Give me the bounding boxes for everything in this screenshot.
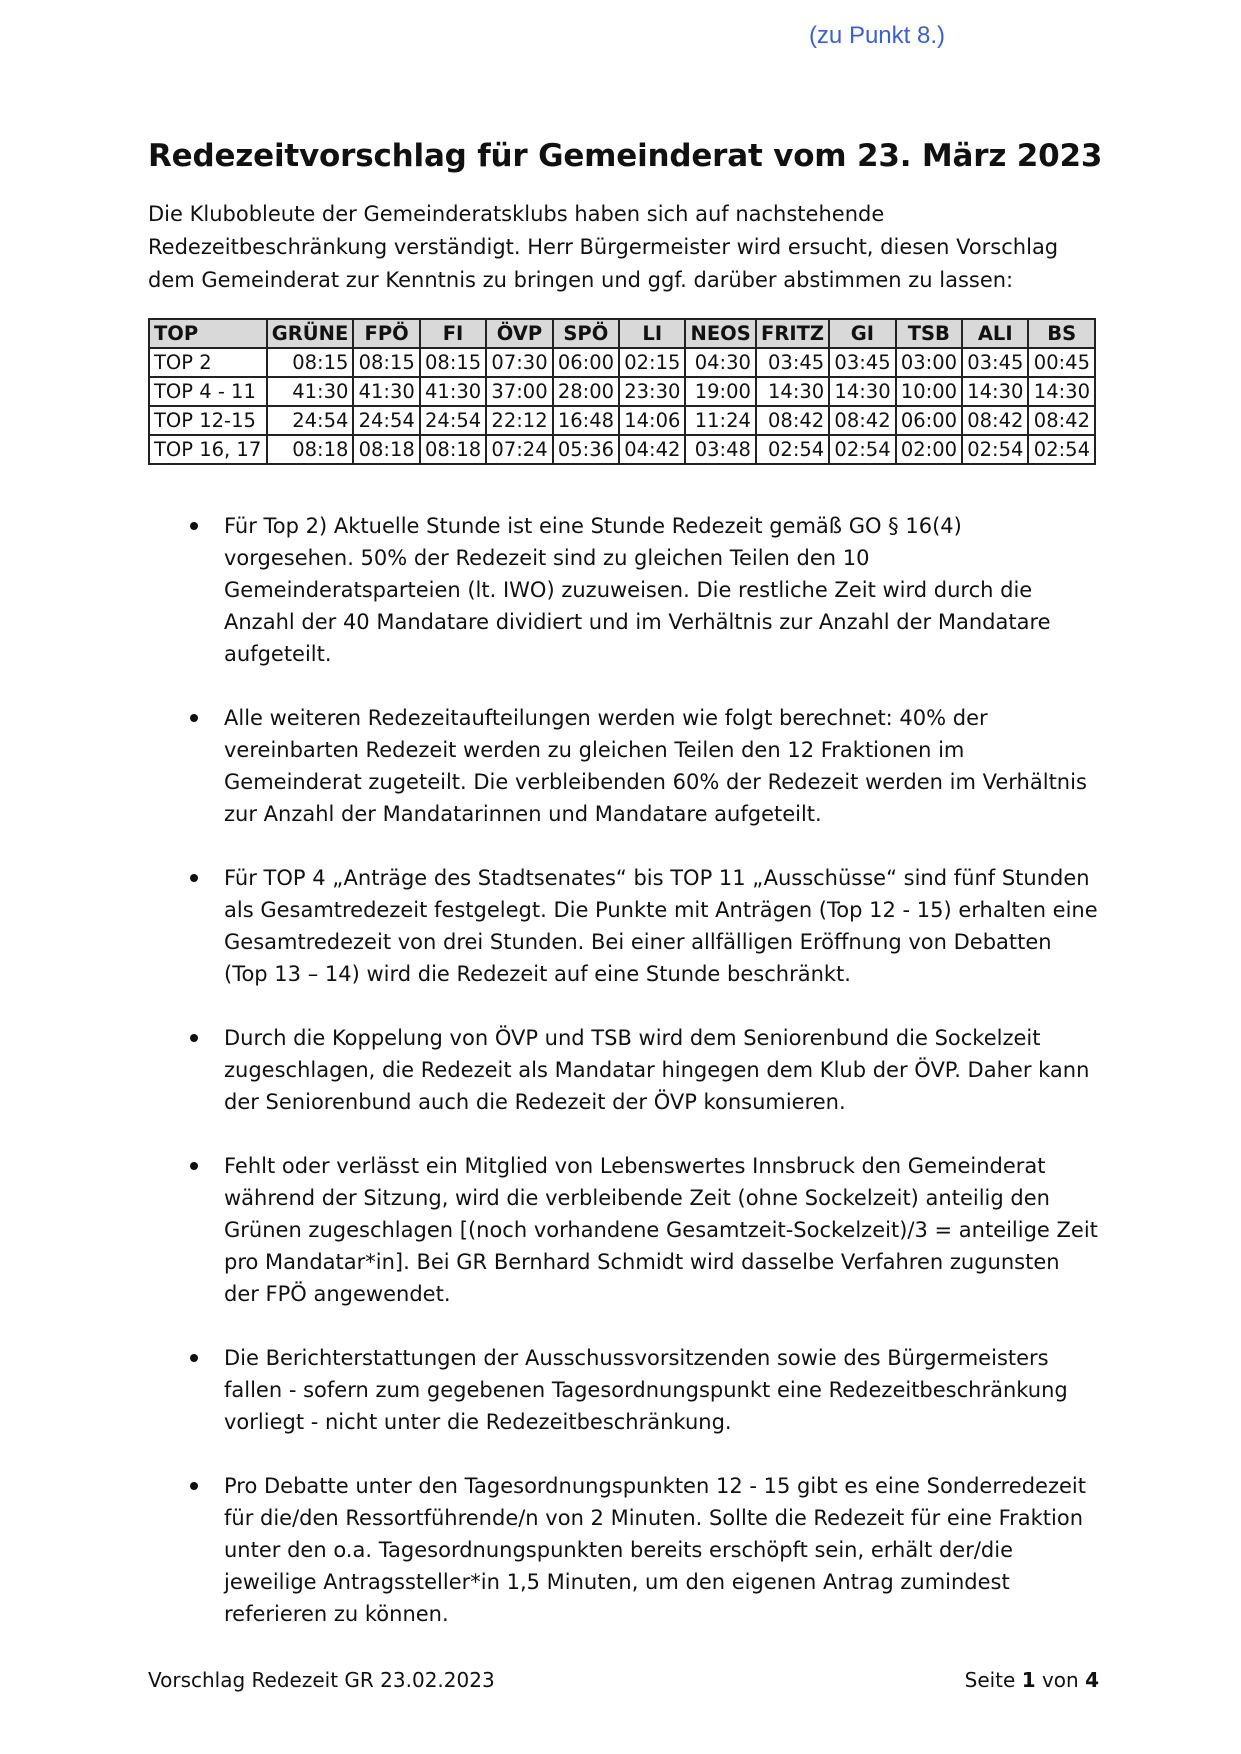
table-cell: 08:18 [267,435,354,464]
table-cell: 19:00 [685,377,755,406]
table-cell: 03:00 [896,348,962,377]
bullet-icon [190,1034,198,1042]
note-text: Alle weiteren Redezeitaufteilungen werden wie folgt berechnet: 40% der vereinbarten Redezeit werden zu gleichen Teilen den 12 Fraktionen im Gemeinderat zugeteilt. Die verbleibenden 60% der Redezeit werden im Verhältnis zur Anzahl der Mandatarinnen und Mandatare aufgeteilt. [224,706,1087,826]
table-cell: 14:30 [962,377,1028,406]
table-cell: 14:30 [829,377,895,406]
table-cell: 03:45 [756,348,829,377]
list-item [148,1470,1098,1630]
table-cell: 05:36 [553,435,619,464]
table-cell: 41:30 [267,377,354,406]
table-cell: 41:30 [420,377,486,406]
table-cell: 03:45 [962,348,1028,377]
column-header: FPÖ [353,319,419,348]
table-cell: 02:15 [619,348,685,377]
agenda-reference: (zu Punkt 8.) [808,22,945,49]
table-cell: 02:54 [756,435,829,464]
bullet-icon [190,1162,198,1170]
row-label: TOP 12-15 [149,406,267,435]
table-cell: 06:00 [896,406,962,435]
table-cell: 02:54 [1028,435,1095,464]
table-cell: 08:42 [1028,406,1095,435]
list-item [148,862,1098,990]
note-text: Fehlt oder verlässt ein Mitglied von Lebenswertes Innsbruck den Gemeinderat während der Sitzung, wird die verbleibende Zeit (ohne Sockelzeit) anteilig den Grünen zugeschlagen [(noch vorhandene Gesamtzeit-Sockelzeit)/3 = anteilige Zeit pro Mandatar*in]. Bei GR Bernhard Schmidt wird dasselbe Verfahren zugunsten der FPÖ angewendet. [224,1154,1098,1306]
table-cell: 08:15 [353,348,419,377]
table-header-row [149,319,1095,348]
table-cell: 08:42 [756,406,829,435]
table-cell: 04:42 [619,435,685,464]
page-total: 4 [1085,1668,1099,1692]
page-current: 1 [1021,1668,1036,1692]
note-text: Für TOP 4 „Anträge des Stadtsenates“ bis TOP 11 „Ausschüsse“ sind fünf Stunden als Gesamtredezeit festgelegt. Die Punkte mit Anträgen (Top 12 - 15) erhalten eine Gesamtredezeit von drei Stunden. Bei einer allfälligen Eröffnung von Debatten (Top 13 – 14) wird die Redezeit auf eine Stunde beschränkt. [224,866,1098,986]
column-header: GRÜNE [267,319,354,348]
table-cell: 24:54 [267,406,354,435]
page-mid: von [1041,1668,1079,1692]
table-cell: 16:48 [553,406,619,435]
column-header: TOP [149,319,267,348]
bullet-icon [190,874,198,882]
table-cell: 14:30 [1028,377,1095,406]
document-title: Redezeitvorschlag für Gemeinderat vom 23. März 2023 [148,138,1103,174]
column-header: LI [619,319,685,348]
bullet-icon [190,714,198,722]
table-cell: 11:24 [685,406,755,435]
column-header: FI [420,319,486,348]
table-cell: 06:00 [553,348,619,377]
table-row [149,377,1095,406]
list-item [148,1022,1098,1118]
table-cell: 07:24 [486,435,552,464]
notes-list [148,510,1098,1662]
row-label: TOP 4 - 11 [149,377,267,406]
table-cell: 08:18 [420,435,486,464]
column-header: BS [1028,319,1095,348]
table-cell: 10:00 [896,377,962,406]
table-row [149,348,1095,377]
list-item [148,702,1098,830]
table-cell: 00:45 [1028,348,1095,377]
table-cell: 08:42 [829,406,895,435]
table-cell: 14:06 [619,406,685,435]
table-cell: 22:12 [486,406,552,435]
column-header: NEOS [685,319,755,348]
table-cell: 08:18 [353,435,419,464]
table-cell: 08:15 [267,348,354,377]
table-cell: 04:30 [685,348,755,377]
bullet-icon [190,1354,198,1362]
note-text: Durch die Koppelung von ÖVP und TSB wird dem Seniorenbund die Sockelzeit zugeschlagen, die Redezeit als Mandatar hingegen dem Klub der ÖVP. Daher kann der Seniorenbund auch die Redezeit der ÖVP konsumieren. [224,1026,1090,1114]
note-text: Für Top 2) Aktuelle Stunde ist eine Stunde Redezeit gemäß GO § 16(4) vorgesehen. 50% der Redezeit sind zu gleichen Teilen den 10 Gemeinderatsparteien (lt. IWO) zuzuweisen. Die restliche Zeit wird durch die Anzahl der 40 Mandatare dividiert und im Verhältnis zur Anzahl der Mandatare aufgeteilt. [224,514,1051,666]
table-cell: 08:42 [962,406,1028,435]
table-cell: 02:54 [829,435,895,464]
row-label: TOP 2 [149,348,267,377]
note-text: Pro Debatte unter den Tagesordnungspunkten 12 - 15 gibt es eine Sonderredezeit für die/den Ressortführende/n von 2 Minuten. Sollte die Redezeit für eine Fraktion unter den o.a. Tagesordnungspunkten bereits erschöpft sein, erhält der/die jeweilige Antragssteller*in 1,5 Minuten, um den eigenen Antrag zumindest referieren zu können. [224,1474,1086,1626]
bullet-icon [190,522,198,530]
column-header: SPÖ [553,319,619,348]
table-cell: 14:30 [756,377,829,406]
column-header: FRITZ [756,319,829,348]
table-cell: 37:00 [486,377,552,406]
column-header: ALI [962,319,1028,348]
column-header: GI [829,319,895,348]
footer-document-name: Vorschlag Redezeit GR 23.02.2023 [148,1668,495,1692]
table-cell: 28:00 [553,377,619,406]
list-item [148,510,1098,670]
speaking-time-table [148,318,1096,465]
list-item [148,1150,1098,1310]
footer-page-number [965,1668,1099,1692]
table-row [149,406,1095,435]
table-cell: 03:45 [829,348,895,377]
table-cell: 08:15 [420,348,486,377]
intro-paragraph: Die Klubobleute der Gemeinderatsklubs haben sich auf nachstehende Redezeitbeschränkung verständigt. Herr Bürgermeister wird ersucht, diesen Vorschlag dem Gemeinderat zur Kenntnis zu bringen und ggf. darüber abstimmen zu lassen: [148,202,1059,292]
table-cell: 23:30 [619,377,685,406]
column-header: ÖVP [486,319,552,348]
table-cell: 03:48 [685,435,755,464]
table-cell: 07:30 [486,348,552,377]
table-cell: 24:54 [420,406,486,435]
table-cell: 02:00 [896,435,962,464]
note-text: Die Berichterstattungen der Ausschussvorsitzenden sowie des Bürgermeisters fallen - sofern zum gegebenen Tagesordnungspunkt eine Redezeitbeschränkung vorliegt - nicht unter die Redezeitbeschränkung. [224,1346,1068,1434]
table-row [149,435,1095,464]
list-item [148,1342,1098,1438]
table-cell: 24:54 [353,406,419,435]
table-cell: 41:30 [353,377,419,406]
column-header: TSB [896,319,962,348]
row-label: TOP 16, 17 [149,435,267,464]
bullet-icon [190,1482,198,1490]
table-cell: 02:54 [962,435,1028,464]
page-prefix: Seite [964,1668,1016,1692]
